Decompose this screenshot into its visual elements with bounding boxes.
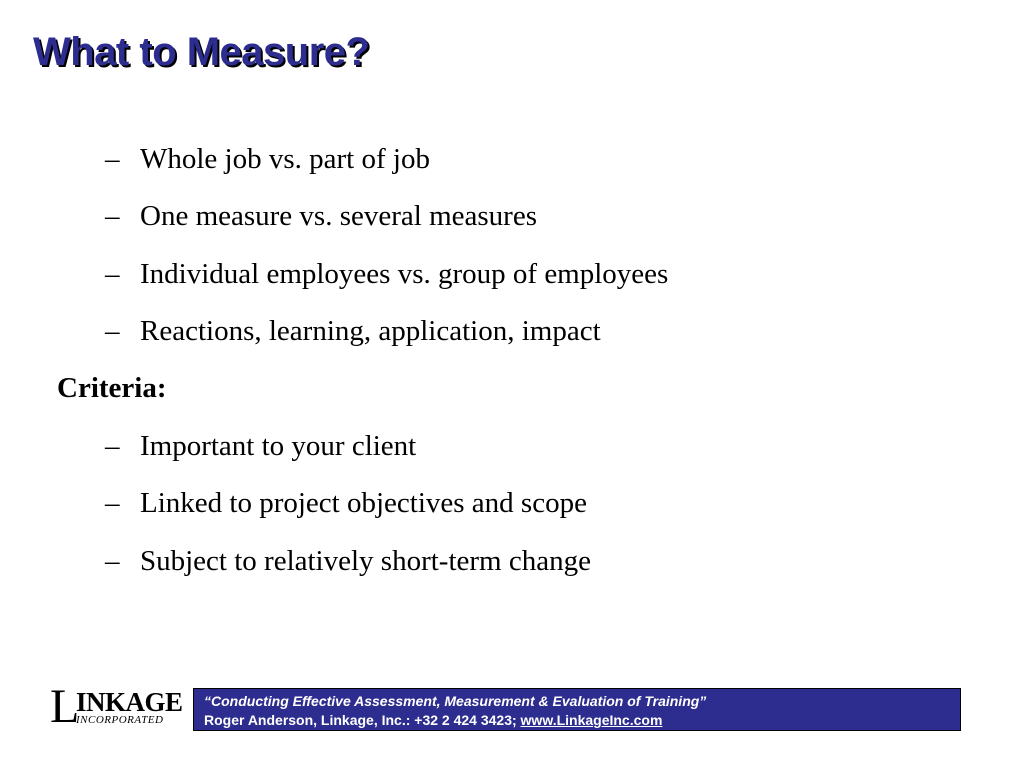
linkage-logo <box>50 680 188 733</box>
bullet-item <box>105 200 537 233</box>
banner-contact-text: Roger Anderson, Linkage, Inc.: +32 2 424 3423; <box>204 712 521 728</box>
banner-contact <box>204 712 662 728</box>
bullet-item <box>105 143 430 176</box>
criteria-item <box>105 430 416 463</box>
website-link[interactable]: www.LinkageInc.com <box>520 712 663 728</box>
dash-marker: – <box>105 143 120 175</box>
criteria-text: Important to your client <box>140 430 417 462</box>
logo-initial: L <box>50 680 80 733</box>
slide-title: What to Measure? <box>33 30 370 74</box>
logo-subtitle: INCORPORATED <box>76 714 164 726</box>
bullet-text: Reactions, learning, application, impact <box>140 315 601 347</box>
footer-banner <box>193 688 961 731</box>
criteria-item <box>105 487 587 520</box>
dash-marker: – <box>105 487 120 519</box>
bullet-text: Whole job vs. part of job <box>140 143 430 175</box>
dash-marker: – <box>105 315 120 347</box>
bullet-item <box>105 258 668 291</box>
bullet-item <box>105 315 601 348</box>
logo-wordmark: INKAGE <box>76 687 183 717</box>
bullet-text: One measure vs. several measures <box>140 200 537 232</box>
banner-course-title: “Conducting Effective Assessment, Measurement & Evaluation of Training” <box>204 693 707 709</box>
criteria-heading: Criteria: <box>57 372 167 404</box>
dash-marker: – <box>105 258 120 290</box>
dash-marker: – <box>105 430 120 462</box>
criteria-text: Linked to project objectives and scope <box>140 487 587 519</box>
criteria-item <box>105 545 591 578</box>
bullet-text: Individual employees vs. group of employees <box>140 258 669 290</box>
dash-marker: – <box>105 200 120 232</box>
criteria-text: Subject to relatively short-term change <box>140 545 591 577</box>
dash-marker: – <box>105 545 120 577</box>
